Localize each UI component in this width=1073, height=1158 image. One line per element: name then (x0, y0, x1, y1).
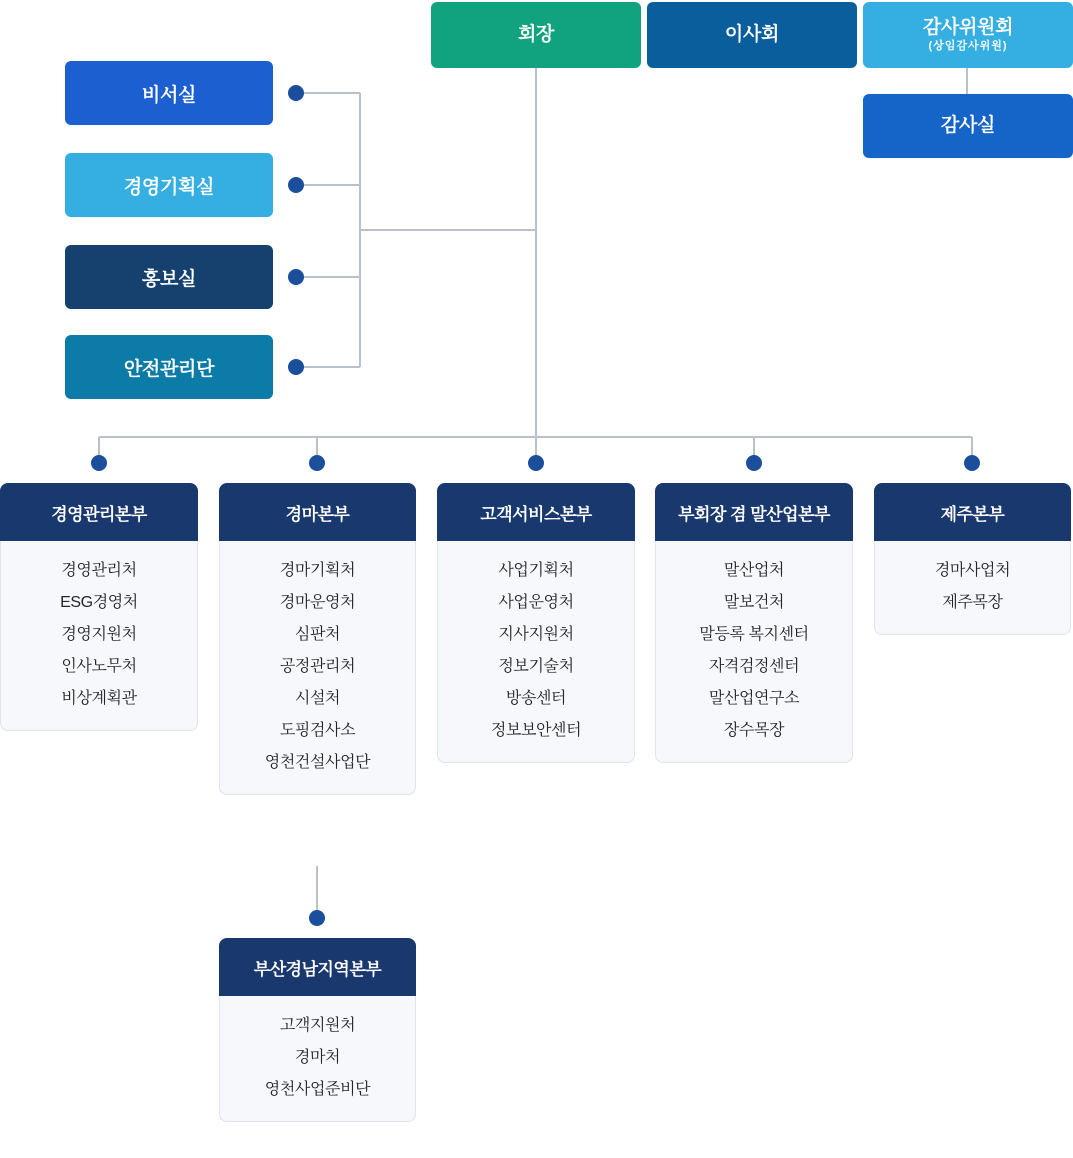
box-public-relations[interactable] (65, 245, 273, 309)
dept-item[interactable]: 말보건처 (723, 594, 785, 611)
box-chairman-label: 회장 (517, 23, 555, 45)
dept-items-jeju (874, 541, 1071, 635)
connector-dot-dept-0 (91, 455, 107, 471)
box-safety-management-label: 안전관리단 (123, 358, 215, 380)
box-management-planning-label: 경영기획실 (123, 176, 215, 198)
connector-dot-public-relations (288, 269, 304, 285)
dept-item[interactable]: 말등록 복지센터 (699, 626, 809, 643)
dept-item[interactable]: 경마기획처 (279, 562, 356, 579)
dept-title-racing: 경마본부 (219, 483, 416, 541)
dept-item[interactable]: 고객지원처 (279, 1017, 356, 1034)
dept-title-management: 경영관리본부 (0, 483, 198, 541)
dept-item[interactable]: 영천건설사업단 (264, 754, 371, 771)
connector-dot-sub-dept (309, 910, 325, 926)
dept-item[interactable]: 경영지원처 (61, 626, 137, 643)
dept-item[interactable]: 말산업연구소 (708, 690, 800, 707)
dept-item[interactable]: ESG경영처 (60, 594, 138, 611)
box-audit-office[interactable] (863, 94, 1073, 158)
box-board-of-directors[interactable] (647, 2, 857, 68)
box-secretariat-label: 비서실 (141, 84, 197, 106)
dept-item[interactable]: 사업기획처 (498, 562, 574, 579)
box-management-planning[interactable] (65, 153, 273, 217)
box-board-label: 이사회 (724, 23, 780, 45)
dept-items-horse-industry (655, 541, 853, 763)
box-audit-committee-label: 감사위원회 (922, 16, 1014, 38)
dept-item[interactable]: 경마사업처 (934, 562, 1011, 579)
dept-item[interactable]: 영천사업준비단 (264, 1081, 371, 1098)
connector-dot-secretariat (288, 85, 304, 101)
connector-dot-dept-4 (964, 455, 980, 471)
dept-items-customer-service (437, 541, 635, 763)
dept-item[interactable]: 지사지원처 (498, 626, 574, 643)
connector-dot-management-planning (288, 177, 304, 193)
dept-item[interactable]: 경마처 (294, 1049, 341, 1066)
dept-item[interactable]: 사업운영처 (498, 594, 574, 611)
dept-item[interactable]: 경영관리처 (61, 562, 137, 579)
dept-item[interactable]: 장수목장 (723, 722, 785, 739)
dept-items-busan-gyeongnam (219, 996, 416, 1122)
dept-item[interactable]: 제주목장 (942, 594, 1003, 611)
dept-item[interactable]: 공정관리처 (279, 658, 356, 675)
dept-card-customer-service[interactable] (437, 483, 635, 763)
dept-title-horse-industry: 부회장 겸 말산업본부 (655, 483, 853, 541)
dept-title-busan-gyeongnam: 부산경남지역본부 (219, 938, 416, 996)
dept-item[interactable]: 인사노무처 (61, 658, 137, 675)
box-audit-committee-sublabel: (상임감사위원) (928, 40, 1008, 53)
dept-item[interactable]: 정보보안센터 (490, 722, 582, 739)
dept-item[interactable]: 비상계획관 (61, 690, 137, 707)
box-public-relations-label: 홍보실 (141, 268, 197, 290)
dept-title-jeju: 제주본부 (874, 483, 1071, 541)
dept-item[interactable]: 시설처 (294, 690, 341, 707)
dept-card-horse-industry[interactable] (655, 483, 853, 763)
dept-item[interactable]: 도핑검사소 (279, 722, 356, 739)
connector-dot-dept-1 (309, 455, 325, 471)
connector-dot-safety-management (288, 359, 304, 375)
connector-dot-dept-2 (528, 455, 544, 471)
dept-card-jeju[interactable] (874, 483, 1071, 635)
connector-dot-dept-3 (746, 455, 762, 471)
dept-items-management (0, 541, 198, 731)
box-chairman[interactable] (431, 2, 641, 68)
dept-card-racing[interactable] (219, 483, 416, 795)
dept-card-management[interactable] (0, 483, 198, 731)
dept-title-customer-service: 고객서비스본부 (437, 483, 635, 541)
dept-card-busan-gyeongnam[interactable] (219, 938, 416, 1122)
box-safety-management[interactable] (65, 335, 273, 399)
box-secretariat[interactable] (65, 61, 273, 125)
box-audit-committee[interactable] (863, 2, 1073, 68)
dept-item[interactable]: 방송센터 (505, 690, 567, 707)
dept-item[interactable]: 정보기술처 (498, 658, 574, 675)
box-audit-office-label: 감사실 (940, 114, 996, 136)
dept-item[interactable]: 경마운영처 (279, 594, 356, 611)
dept-item[interactable]: 자격검정센터 (708, 658, 800, 675)
dept-item[interactable]: 말산업처 (723, 562, 785, 579)
dept-items-racing (219, 541, 416, 795)
dept-item[interactable]: 심판처 (294, 626, 341, 643)
